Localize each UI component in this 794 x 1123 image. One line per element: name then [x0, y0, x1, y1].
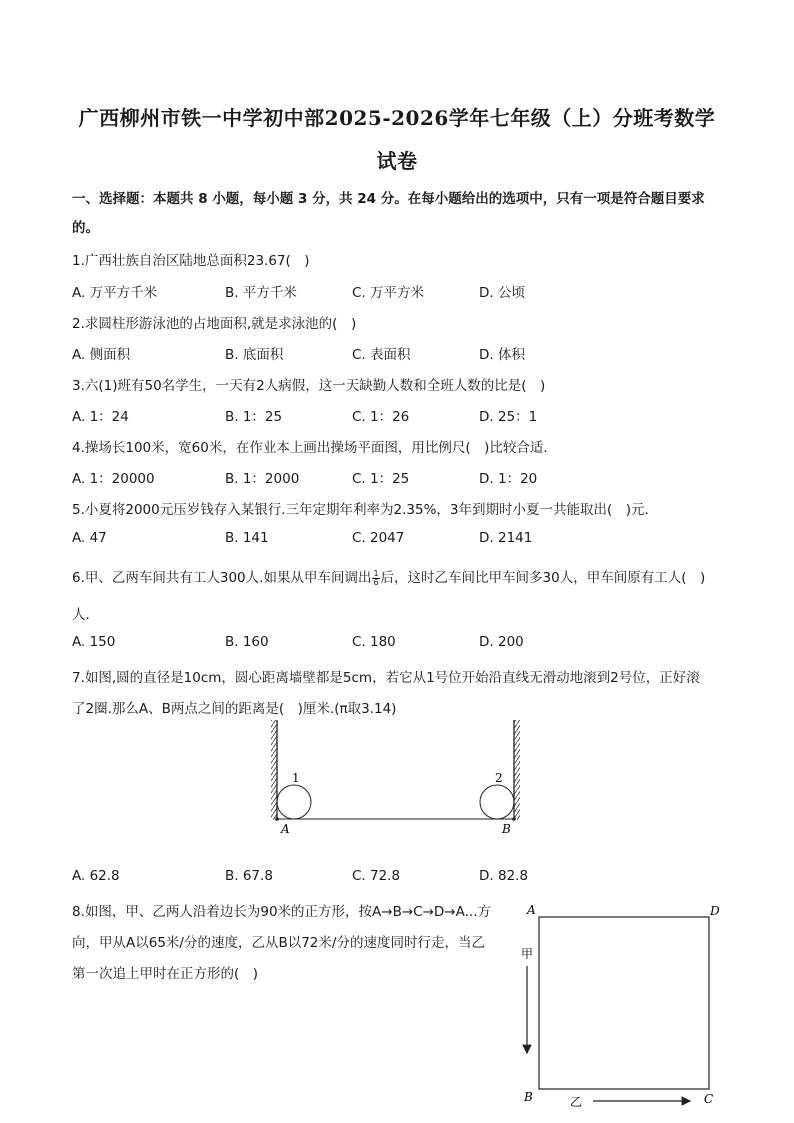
question-3-option-d[interactable]: D. 25：1 — [479, 409, 538, 425]
question-4-option-c[interactable]: C. 1：25 — [352, 471, 410, 487]
question-1-stem: 1.广西壮族自治区陆地总面积23.67( ) — [72, 253, 310, 269]
label-vertex-c: C — [704, 1092, 714, 1106]
question-2-stem: 2.求圆柱形游泳池的占地面积,就是求泳池的( ) — [72, 316, 357, 332]
question-8-stem-line1: 8.如图，甲、乙两人沿着边长为90米的正方形，按A→B→C→D→A...方 — [72, 904, 491, 920]
right-wall-hatching — [514, 720, 520, 820]
label-vertex-b: B — [524, 1090, 533, 1104]
question-7-option-d[interactable]: D. 82.8 — [479, 868, 529, 884]
question-6-option-d[interactable]: D. 200 — [479, 634, 524, 650]
question-1-option-a[interactable]: A. 万平方千米 — [72, 285, 158, 301]
question-6-stem-part-a: 6.甲、乙两车间共有工人300人.如果从甲车间调出 — [72, 570, 372, 586]
question-7-figure — [265, 718, 525, 843]
question-8-stem-line2: 向，甲从A以65米/分的速度，乙从B以72米/分的速度同时行走，当乙 — [72, 935, 485, 951]
section-instructions-line1: 一、选择题：本题共 8 小题，每小题 3 分，共 24 分。在每小题给出的选项中，只有一项是符合题目要求 — [72, 191, 705, 207]
question-2-option-b[interactable]: B. 底面积 — [225, 347, 284, 363]
label-vertex-d: D — [710, 904, 720, 918]
question-4-stem: 4.操场长100米，宽60米，在作业本上画出操场平面图，用比例尺( )比较合适． — [72, 440, 557, 456]
question-5-option-d[interactable]: D. 2141 — [479, 530, 533, 546]
question-1-option-c[interactable]: C. 万平方米 — [352, 285, 425, 301]
question-4-option-b[interactable]: B. 1：2000 — [225, 471, 300, 487]
question-6-stem — [72, 566, 705, 587]
question-2-option-d[interactable]: D. 体积 — [479, 347, 525, 363]
label-point-b: B — [502, 822, 511, 836]
question-3-option-a[interactable]: A. 1：24 — [72, 409, 129, 425]
circle-position-1 — [277, 785, 311, 819]
fraction-numerator: 1 — [373, 568, 379, 578]
question-6-option-a[interactable]: A. 150 — [72, 634, 116, 650]
question-7-stem-line1: 7.如图,圆的直径是10cm，圆心距离墙壁都是5cm，若它从1号位开始沿直线无滑动地滚到2号位，正好滚 — [72, 670, 700, 686]
question-5-option-b[interactable]: B. 141 — [225, 530, 269, 546]
label-point-a: A — [281, 822, 290, 836]
square-abcd — [539, 917, 709, 1089]
question-3-stem: 3.六(1)班有50名学生，一天有2人病假，这一天缺勤人数和全班人数的比是( ) — [72, 378, 546, 394]
question-7-option-a[interactable]: A. 62.8 — [72, 868, 120, 884]
label-jia: 甲 — [521, 947, 534, 961]
exam-title-line2: 试卷 — [376, 149, 418, 173]
question-7-option-b[interactable]: B. 67.8 — [225, 868, 273, 884]
question-2-option-c[interactable]: C. 表面积 — [352, 347, 411, 363]
question-8-figure — [518, 898, 728, 1113]
question-6-option-b[interactable]: B. 160 — [225, 634, 269, 650]
point-a — [275, 817, 279, 821]
question-6-fraction — [372, 570, 379, 587]
label-position-1: 1 — [292, 771, 300, 785]
section-instructions-line2: 的。 — [72, 220, 99, 236]
label-yi: 乙 — [570, 1095, 583, 1109]
question-3-option-c[interactable]: C. 1：26 — [352, 409, 410, 425]
question-7-option-c[interactable]: C. 72.8 — [352, 868, 401, 884]
exam-title-line1: 广西柳州市铁一中学初中部2025-2026学年七年级（上）分班考数学 — [78, 106, 716, 130]
label-vertex-a: A — [527, 903, 536, 917]
question-3-option-b[interactable]: B. 1：25 — [225, 409, 283, 425]
question-8-stem-line3: 第一次追上甲时在正方形的( ) — [72, 966, 259, 982]
question-6-stem-line2: 人． — [72, 607, 99, 623]
question-7-stem-line2: 了2圈.那么A、B两点之间的距离是( )厘米.(π取3.14) — [72, 701, 397, 717]
question-4-option-a[interactable]: A. 1：20000 — [72, 471, 155, 487]
question-2-option-a[interactable]: A. 侧面积 — [72, 347, 131, 363]
question-4-option-d[interactable]: D. 1：20 — [479, 471, 538, 487]
point-b — [512, 817, 516, 821]
question-1-option-b[interactable]: B. 平方千米 — [225, 285, 297, 301]
question-6-option-c[interactable]: C. 180 — [352, 634, 396, 650]
question-6-stem-part-b: 后，这时乙车间比甲车间多30人，甲车间原有工人( ) — [380, 570, 706, 586]
question-5-stem: 5.小夏将2000元压岁钱存入某银行.三年定期年利率为2.35%，3年到期时小夏一共能取出( )元． — [72, 502, 659, 518]
label-position-2: 2 — [495, 771, 503, 785]
circle-position-2 — [480, 785, 514, 819]
question-5-option-c[interactable]: C. 2047 — [352, 530, 405, 546]
question-1-option-d[interactable]: D. 公顷 — [479, 285, 525, 301]
question-5-option-a[interactable]: A. 47 — [72, 530, 107, 546]
left-wall-hatching — [271, 720, 277, 820]
fraction-denominator: 6 — [373, 577, 379, 587]
